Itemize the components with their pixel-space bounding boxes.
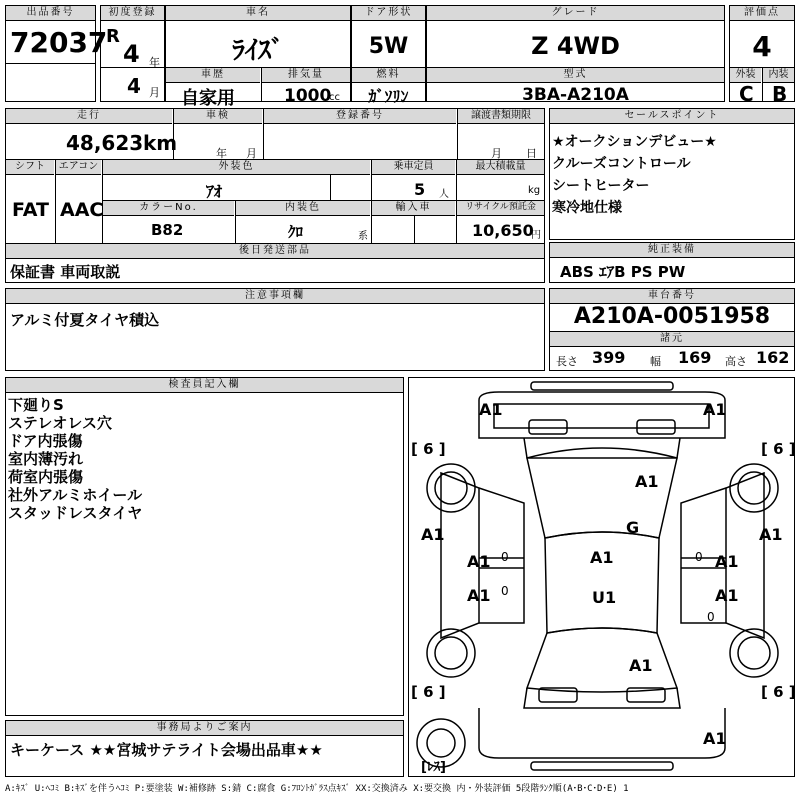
colorno-label: カラーNo.	[103, 201, 234, 216]
inspector-line: 室内薄汚れ	[8, 450, 84, 468]
seats-unit: 人	[439, 189, 449, 200]
car-name: ﾗｲｽﾞ	[231, 36, 284, 66]
tire-depth-rl: [ 6 ]	[411, 683, 446, 701]
grade: Z 4WD	[531, 32, 620, 60]
first-reg-label: 初度登録	[101, 6, 164, 21]
door-type: 5W	[368, 34, 409, 59]
color-label: 外装色	[103, 160, 370, 175]
height: 162	[756, 348, 790, 367]
damage-mark-front-right: A1	[703, 400, 727, 419]
mileage-unit: km	[143, 131, 178, 155]
damage-mark-hood: A1	[635, 472, 659, 491]
int-color-unit: 系	[358, 231, 368, 242]
length: 399	[592, 348, 626, 367]
transfer-month-unit: 月	[491, 147, 502, 160]
mileage-label: 走行	[6, 109, 172, 124]
chassis-number: A210A-0051958	[573, 304, 771, 329]
regno-label: 登録番号	[264, 109, 456, 124]
grade-label: グレード	[427, 6, 724, 21]
later-parts: 保証書 車両取説	[10, 263, 121, 281]
spare-tire: [ﾚｽ]	[421, 760, 446, 775]
load-label: 最大積載量	[457, 160, 544, 175]
year-unit: 年	[149, 56, 160, 69]
import-label: 輸入車	[372, 201, 455, 216]
tire-depth-fl: [ 6 ]	[411, 440, 446, 458]
fuel-label: 燃料	[352, 68, 425, 83]
inspector-line: ステレオレス穴	[8, 414, 112, 432]
damage-mark-rear-right: A1	[703, 729, 727, 748]
zero-mark: 0	[695, 550, 703, 564]
sales-box	[549, 108, 795, 240]
int-label: 内装	[763, 68, 794, 83]
seats: 5	[414, 180, 426, 199]
history-label: 車歴	[166, 68, 260, 83]
inspector-label: 検査員記入欄	[6, 378, 403, 393]
color: ｱｵ	[206, 182, 223, 201]
grade-box	[426, 5, 725, 105]
ac-label: エアコン	[56, 160, 101, 175]
ac: AAC	[60, 199, 104, 221]
lot-label: 出品番号	[6, 6, 95, 21]
int-grade: B	[772, 82, 788, 106]
reg-year: 4	[123, 40, 140, 68]
tire-depth-fr: [ 6 ]	[761, 440, 796, 458]
model: 3BA-A210A	[522, 85, 629, 105]
fuel: ｶﾞｿﾘﾝ	[368, 87, 409, 106]
recycle-label: リサイクル預託金	[457, 201, 544, 216]
zero-mark: 0	[501, 550, 509, 564]
shift-label: シフト	[6, 160, 54, 175]
inspector-line: ドア内張傷	[8, 432, 83, 450]
inspector-line: 下廻りS	[8, 396, 64, 414]
sales-item: シートヒーター	[552, 178, 650, 194]
seats-label: 乗車定員	[372, 160, 455, 175]
width: 169	[678, 348, 712, 367]
score-label: 評価点	[730, 6, 794, 21]
reg-month: 4	[127, 74, 141, 98]
lot-box	[5, 5, 108, 102]
model-label: 型式	[427, 68, 724, 83]
damage-mark-roof-rear: U1	[592, 588, 617, 607]
equipment-box	[549, 242, 795, 283]
disp-unit: cc	[329, 92, 340, 103]
car-name-box	[165, 5, 351, 109]
month-unit: 月	[149, 86, 160, 99]
score: 4	[752, 30, 772, 63]
sales-item: 寒冷地仕様	[552, 200, 622, 216]
height-label: 高さ	[725, 355, 747, 368]
era: R	[106, 26, 120, 47]
length-label: 長さ	[556, 355, 578, 368]
ext-grade: C	[739, 82, 754, 106]
sales-item: ★オークションデビュー★	[552, 134, 717, 150]
transfer-day-unit: 日	[526, 147, 537, 160]
car-diagram	[408, 377, 795, 777]
specs-label: 諸元	[550, 332, 794, 347]
notes: アルミ付夏タイヤ積込	[10, 311, 160, 329]
inspector-line: 荷室内張傷	[8, 468, 84, 486]
inspector-line: 社外アルミホイール	[8, 486, 143, 504]
damage-mark-right-fender: A1	[759, 525, 783, 544]
damage-mark-glass: G	[626, 518, 640, 537]
chassis-box	[549, 288, 795, 371]
recycle-unit: 円	[531, 230, 541, 241]
inspector-line: スタッドレスタイヤ	[8, 504, 143, 522]
office-note: キーケース ★★宮城サテライト会場出品車★★	[10, 741, 323, 759]
damage-mark-right-door-front: A1	[715, 552, 739, 571]
displacement: 1000	[284, 86, 332, 106]
zero-mark: 0	[501, 584, 509, 598]
damage-mark-left-door-front: A1	[467, 552, 491, 571]
sales-label: セールスポイント	[550, 109, 794, 124]
inspect-month-unit: 月	[246, 147, 257, 160]
inspector-box	[5, 377, 404, 716]
shift: FAT	[12, 199, 49, 221]
damage-mark-right-door-rear: A1	[715, 586, 739, 605]
first-reg-box	[100, 5, 165, 102]
notes-box	[5, 288, 545, 371]
inspect-label: 車検	[174, 109, 262, 124]
equipment-label: 純正装備	[550, 243, 794, 258]
width-label: 幅	[650, 355, 661, 368]
damage-mark-left-door-rear: A1	[467, 586, 491, 605]
damage-mark-rear-glass: A1	[629, 656, 653, 675]
office-label: 事務局よりご案内	[6, 721, 403, 736]
office-box	[5, 720, 404, 777]
history: 自家用	[181, 88, 235, 109]
damage-mark-front-left: A1	[479, 400, 503, 419]
spec-grid	[5, 108, 545, 283]
disp-label: 排気量	[262, 68, 350, 83]
legend: A:ｷｽﾞ U:ﾍｺﾐ B:ｷｽﾞを伴うﾍｺﾐ P:要塗装 W:補修跡 S:錆 C:腐食 G:ﾌﾛﾝﾄｶﾞﾗｽ点ｷｽﾞ XX:交換済み X:要交換 内・外装評価 5段階ﾗﾝｸ順(A･B･C･D･E) 1	[5, 784, 629, 794]
int-color: ｸﾛ	[288, 223, 304, 241]
load-unit: kg	[528, 185, 541, 196]
inspect-year-unit: 年	[216, 147, 227, 160]
car-name-label: 車名	[166, 6, 350, 21]
transfer-label: 譲渡書類期限	[458, 109, 544, 124]
sales-item: クルーズコントロール	[552, 156, 691, 172]
lot-number: 72037	[10, 26, 108, 59]
notes-label: 注意事項欄	[6, 289, 544, 304]
tire-depth-rr: [ 6 ]	[761, 683, 796, 701]
score-box	[729, 5, 795, 106]
recycle: 10,650	[472, 221, 534, 240]
zero-mark: 0	[707, 610, 715, 624]
ext-label: 外装	[730, 68, 761, 83]
damage-mark-left-fender: A1	[421, 525, 445, 544]
car-outline	[409, 378, 796, 778]
intcolor-label: 内装色	[236, 201, 370, 216]
equipment: ABS ｴｱB PS PW	[560, 263, 686, 281]
chassis-label: 車台番号	[550, 289, 794, 304]
door-box	[351, 5, 426, 106]
door-label: ドア形状	[352, 6, 425, 21]
damage-mark-roof: A1	[590, 548, 614, 567]
color-no: B82	[151, 221, 184, 239]
later-label: 後日発送部品	[6, 244, 544, 259]
mileage: 48,623	[66, 131, 144, 155]
